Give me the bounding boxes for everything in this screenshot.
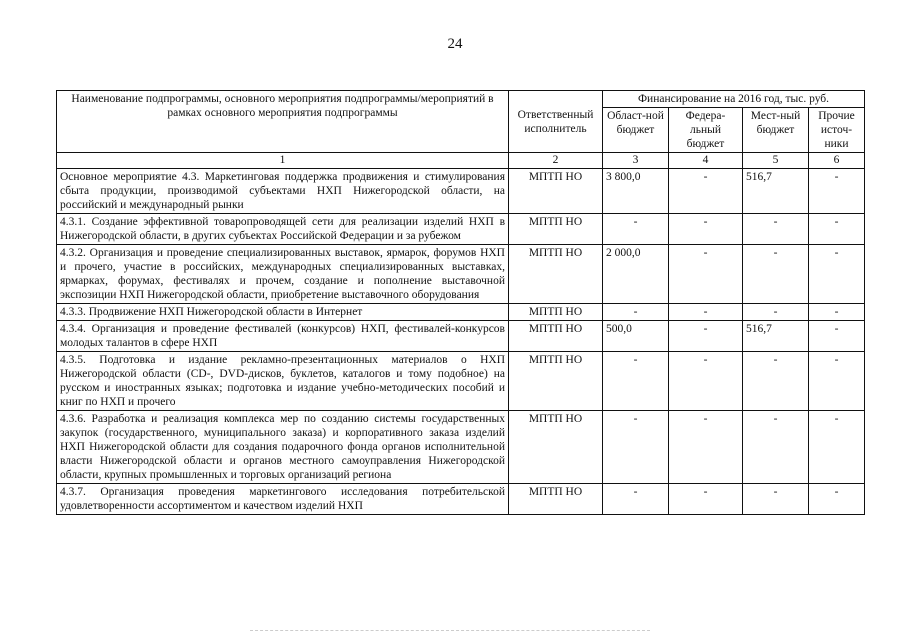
table-row: [57, 321, 865, 352]
row-regional-budget-cell: -: [603, 304, 669, 321]
row-regional-budget-cell: -: [603, 484, 669, 515]
row-responsible-cell: МПТП НО: [509, 169, 603, 214]
table-row: [57, 245, 865, 304]
row-name-cell: 4.3.1. Создание эффективной товаропроводящей сети для реализации изделий НХП в Нижегородской области, в других субъектах Российской Федерации и за рубежом: [57, 214, 509, 245]
column-number: 6: [809, 153, 865, 169]
row-name-cell: Основное мероприятие 4.3. Маркетинговая поддержка продвижения и стимулирования сбыта продукции, производимой субъектами НХП Нижегородской области, на российский и международный рынки: [57, 169, 509, 214]
row-responsible-cell: МПТП НО: [509, 321, 603, 352]
row-local-budget-cell: 516,7: [743, 321, 809, 352]
row-responsible-cell: МПТП НО: [509, 245, 603, 304]
table-row: [57, 214, 865, 245]
row-federal-budget-cell: -: [669, 245, 743, 304]
row-name-cell: 4.3.7. Организация проведения маркетингового исследования потребительской удовлетворенности ассортиментом и качеством изделий НХП: [57, 484, 509, 515]
header-responsible-column: Ответственный исполнитель: [509, 91, 603, 153]
row-name-cell: 4.3.6. Разработка и реализация комплекса мер по созданию системы государственных закупок (государственного, муниципального заказа) и корпоративного заказа изделий НХП Нижегородской области для создания подарочного фонда органов исполнительной власти Нижегородской области и органов местного самоуправления Нижегородской области, крупных промышленных и торговых организаций региона: [57, 411, 509, 484]
row-name-cell: 4.3.2. Организация и проведение специализированных выставок, ярмарок, форумов НХП и прочего, участие в российских, международных специализированных выставках, ярмарках, форумах, фестивалях и прочем, создание и пополнение выставочной экспозиции НХП Нижегородской области, приобретение выставочного оборудования: [57, 245, 509, 304]
row-local-budget-cell: 516,7: [743, 169, 809, 214]
table-row: [57, 411, 865, 484]
row-responsible-cell: МПТП НО: [509, 214, 603, 245]
page-number: 24: [447, 36, 463, 52]
scan-artifact-line: [250, 630, 650, 631]
column-number: 3: [603, 153, 669, 169]
column-number: 2: [509, 153, 603, 169]
row-local-budget-cell: -: [743, 484, 809, 515]
row-responsible-cell: МПТП НО: [509, 484, 603, 515]
row-local-budget-cell: -: [743, 214, 809, 245]
header-financing-group: Финансирование на 2016 год, тыс. руб.: [603, 91, 865, 108]
row-name-cell: 4.3.5. Подготовка и издание рекламно-презентационных материалов о НХП Нижегородской области (CD-, DVD-дисков, буклетов, каталогов и тому подобное) на русском и иностранных языках; подготовка и издание учебно-методических пособий и книг по НХП и прочего: [57, 352, 509, 411]
row-federal-budget-cell: -: [669, 352, 743, 411]
row-local-budget-cell: -: [743, 304, 809, 321]
row-other-sources-cell: -: [809, 484, 865, 515]
row-name-cell: 4.3.3. Продвижение НХП Нижегородской области в Интернет: [57, 304, 509, 321]
column-number-row: [57, 153, 865, 169]
table-row: [57, 169, 865, 214]
header-local-budget: Мест-ный бюджет: [743, 108, 809, 153]
table-row: [57, 352, 865, 411]
header-federal-budget: Федера-льный бюджет: [669, 108, 743, 153]
row-local-budget-cell: -: [743, 411, 809, 484]
row-regional-budget-cell: -: [603, 352, 669, 411]
table-row: [57, 484, 865, 515]
row-regional-budget-cell: -: [603, 214, 669, 245]
row-other-sources-cell: -: [809, 304, 865, 321]
row-other-sources-cell: -: [809, 245, 865, 304]
row-federal-budget-cell: -: [669, 321, 743, 352]
row-other-sources-cell: -: [809, 352, 865, 411]
row-other-sources-cell: -: [809, 214, 865, 245]
row-regional-budget-cell: 2 000,0: [603, 245, 669, 304]
row-name-cell: 4.3.4. Организация и проведение фестивалей (конкурсов) НХП, фестивалей-конкурсов молодых талантов в сфере НХП: [57, 321, 509, 352]
column-number: 4: [669, 153, 743, 169]
column-number: 5: [743, 153, 809, 169]
table-row: [57, 304, 865, 321]
row-other-sources-cell: -: [809, 411, 865, 484]
row-regional-budget-cell: 500,0: [603, 321, 669, 352]
row-regional-budget-cell: -: [603, 411, 669, 484]
row-federal-budget-cell: -: [669, 484, 743, 515]
row-local-budget-cell: -: [743, 245, 809, 304]
row-responsible-cell: МПТП НО: [509, 411, 603, 484]
header-other-sources: Прочие источ-ники: [809, 108, 865, 153]
row-other-sources-cell: -: [809, 321, 865, 352]
header-name-column: Наименование подпрограммы, основного мероприятия подпрограммы/мероприятий в рамках основного мероприятия подпрограммы: [57, 91, 509, 153]
row-federal-budget-cell: -: [669, 214, 743, 245]
row-local-budget-cell: -: [743, 352, 809, 411]
row-other-sources-cell: -: [809, 169, 865, 214]
row-federal-budget-cell: -: [669, 304, 743, 321]
row-responsible-cell: МПТП НО: [509, 352, 603, 411]
financing-table: [56, 90, 865, 515]
row-federal-budget-cell: -: [669, 411, 743, 484]
column-number: 1: [57, 153, 509, 169]
row-responsible-cell: МПТП НО: [509, 304, 603, 321]
row-federal-budget-cell: -: [669, 169, 743, 214]
header-regional-budget: Област-ной бюджет: [603, 108, 669, 153]
row-regional-budget-cell: 3 800,0: [603, 169, 669, 214]
